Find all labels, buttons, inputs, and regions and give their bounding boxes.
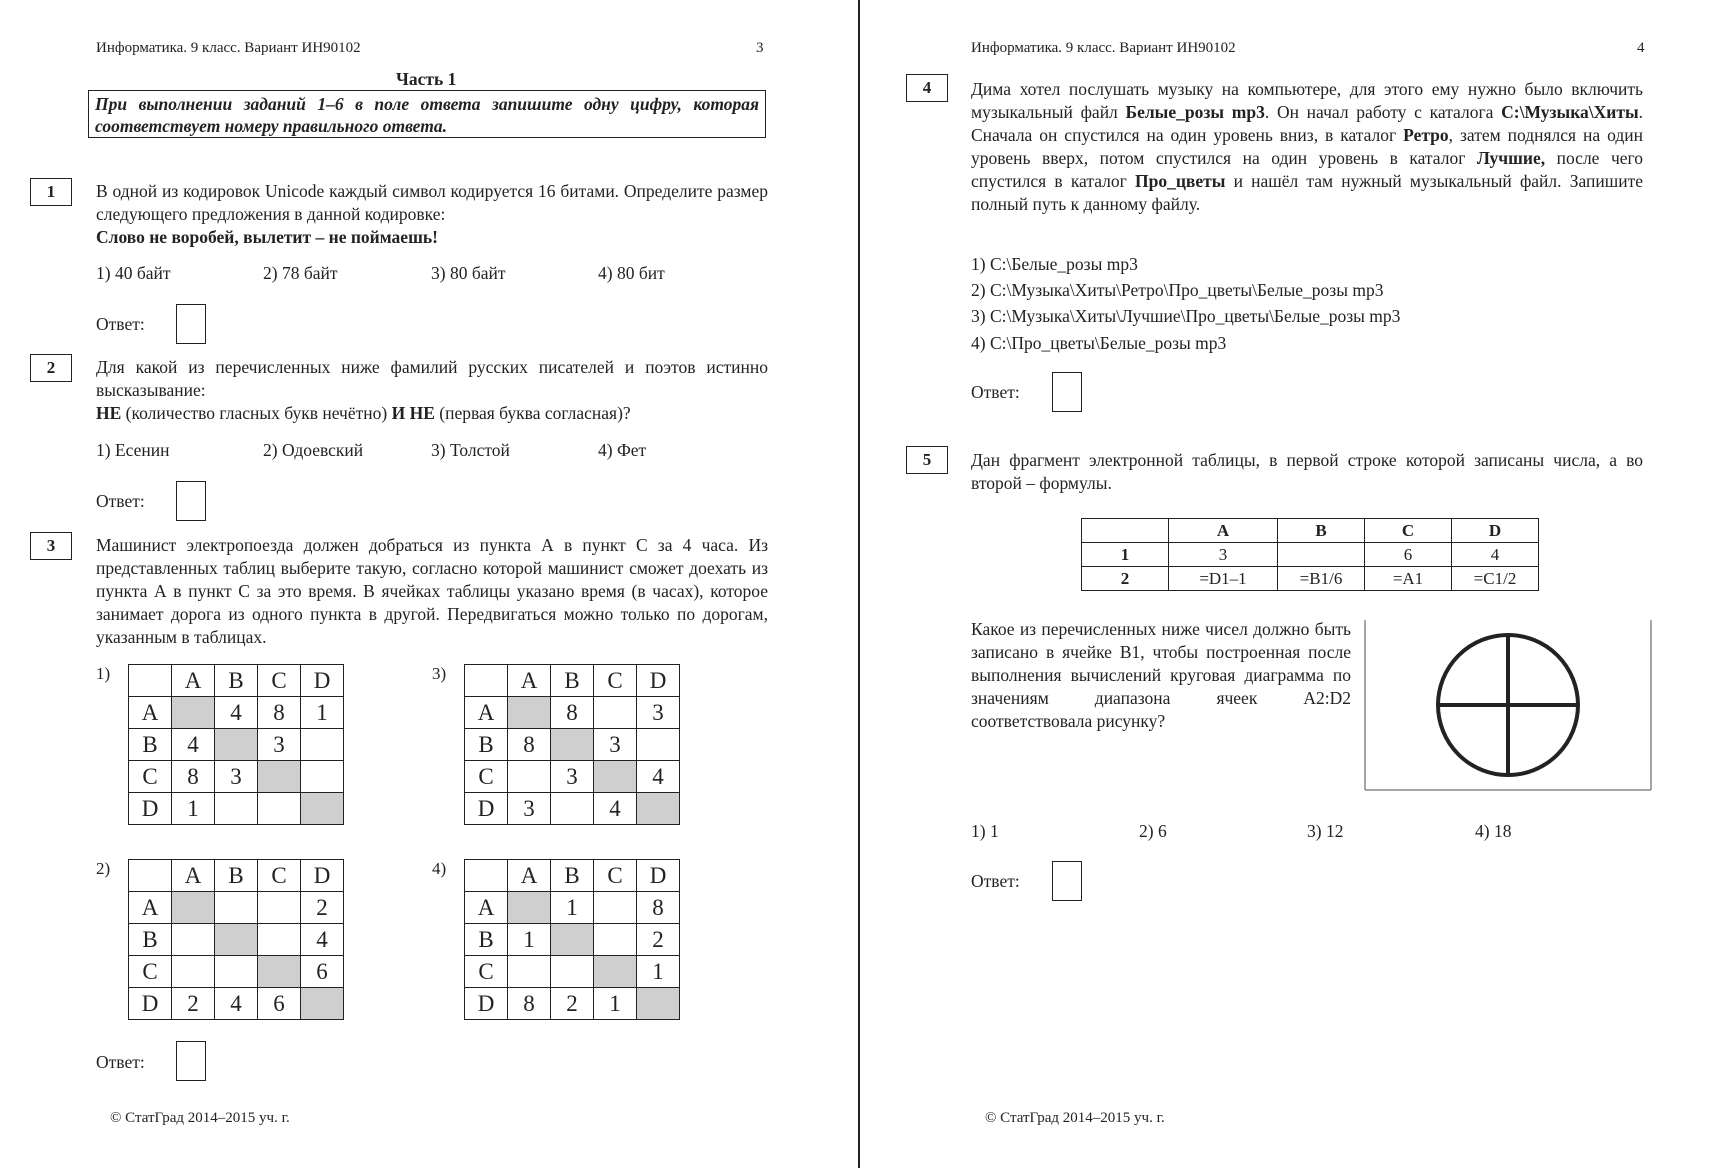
q5-answer-label: Ответ: xyxy=(971,871,1020,891)
question-5-number: 5 xyxy=(906,446,948,474)
grid-row xyxy=(465,729,680,761)
grid-cell xyxy=(301,793,344,825)
right-footer: © СтатГрад 2014–2015 уч. г. xyxy=(985,1110,1165,1126)
q4-flowers: Про_цветы xyxy=(1135,171,1226,191)
grid-cell: 2 xyxy=(301,892,344,924)
grid-cell: 1 xyxy=(172,793,215,825)
q4-best: Лучшие, xyxy=(1476,148,1546,168)
q2-and-ne: И НЕ xyxy=(391,403,435,423)
q1-answer-label: Ответ: xyxy=(96,314,145,334)
grid-row xyxy=(129,729,344,761)
grid-row-header: C xyxy=(129,761,172,793)
q2-option-1: 1) Есенин xyxy=(96,440,170,460)
sheet-col-c: C xyxy=(1365,519,1452,543)
q3-answer-label: Ответ: xyxy=(96,1052,145,1072)
grid-cell xyxy=(551,793,594,825)
grid-row xyxy=(129,956,344,988)
q4-t6: и нашёл там нужный музыкальный файл. Запишите полный путь к данному файлу. xyxy=(971,171,1643,214)
grid-cell xyxy=(551,956,594,988)
grid-cell xyxy=(215,956,258,988)
grid-cell xyxy=(258,924,301,956)
sheet-cell-a2: =D1–1 xyxy=(1169,567,1278,591)
grid-row xyxy=(465,761,680,793)
grid-col-header: B xyxy=(551,665,594,697)
grid-cell: 4 xyxy=(172,729,215,761)
grid-cell: 3 xyxy=(508,793,551,825)
sheet-cell-b2: =B1/6 xyxy=(1278,567,1365,591)
q5-spreadsheet xyxy=(1081,518,1539,591)
grid-cell xyxy=(508,892,551,924)
grid-cell xyxy=(508,761,551,793)
q3-table-3 xyxy=(464,664,680,825)
grid-cell xyxy=(594,892,637,924)
q3-table-2-label: 2) xyxy=(96,859,111,878)
grid-header-row xyxy=(129,665,344,697)
left-header: Информатика. 9 класс. Вариант ИН90102 xyxy=(96,40,361,56)
q2-text: Для какой из перечисленных ниже фамилий русских писателей и поэтов истинно высказывание: xyxy=(96,357,768,400)
q2-ne: НЕ xyxy=(96,403,122,423)
grid-cell xyxy=(594,924,637,956)
q2-cond-2: (первая буква согласная)? xyxy=(434,403,631,423)
question-4-number: 4 xyxy=(906,74,948,102)
grid-row xyxy=(465,793,680,825)
q1-option-3: 3) 80 байт xyxy=(431,263,506,283)
q1-sentence: Слово не воробей, вылетит – не поймаешь! xyxy=(96,227,438,247)
grid-col-header: C xyxy=(594,665,637,697)
grid-cell xyxy=(172,956,215,988)
grid-col-header: B xyxy=(215,665,258,697)
grid-cell: 4 xyxy=(637,761,680,793)
grid-col-header: B xyxy=(215,860,258,892)
grid-row xyxy=(465,892,680,924)
grid-col-header: C xyxy=(258,860,301,892)
grid-cell xyxy=(172,892,215,924)
right-header: Информатика. 9 класс. Вариант ИН90102 xyxy=(971,40,1236,56)
grid-row xyxy=(465,956,680,988)
grid-cell: 1 xyxy=(508,924,551,956)
left-footer: © СтатГрад 2014–2015 уч. г. xyxy=(110,1110,290,1126)
q4-option-4: 4) С:\Про_цветы\Белые_розы mp3 xyxy=(971,333,1227,353)
q1-option-4: 4) 80 бит xyxy=(598,263,665,283)
q5-option-3: 3) 12 xyxy=(1307,821,1344,841)
q4-option-2: 2) С:\Музыка\Хиты\Ретро\Про_цветы\Белые_розы mp3 xyxy=(971,280,1384,300)
q3-table-1 xyxy=(128,664,344,825)
grid-col-header: D xyxy=(301,860,344,892)
grid-row-header: B xyxy=(129,729,172,761)
grid-cell: 3 xyxy=(594,729,637,761)
grid-cell xyxy=(508,697,551,729)
grid-cell: 4 xyxy=(594,793,637,825)
grid-cell xyxy=(508,956,551,988)
grid-col-header: D xyxy=(301,665,344,697)
grid-cell: 3 xyxy=(258,729,301,761)
grid-col-header: A xyxy=(172,665,215,697)
grid-row-header: C xyxy=(465,956,508,988)
grid-cell xyxy=(258,892,301,924)
grid-cell: 3 xyxy=(637,697,680,729)
sheet-col-a: A xyxy=(1169,519,1278,543)
grid-cell: 8 xyxy=(637,892,680,924)
grid-col-header: D xyxy=(637,665,680,697)
grid-row xyxy=(465,988,680,1020)
right-page-number: 4 xyxy=(1637,40,1645,56)
left-page-number: 3 xyxy=(756,40,764,56)
q5-question: Какое из перечисленных ниже чисел должно быть записано в ячейке В1, чтобы построенная после выполнения вычислений круговая диаграмма по значениям диапазона ячеек А2:D2 соответствовала рисунку? xyxy=(971,619,1351,731)
grid-col-header: A xyxy=(172,860,215,892)
grid-row xyxy=(129,697,344,729)
q1-option-2: 2) 78 байт xyxy=(263,263,338,283)
q4-answer-box[interactable] xyxy=(1052,372,1082,412)
grid-corner-cell xyxy=(465,860,508,892)
grid-row-header: A xyxy=(465,697,508,729)
grid-row-header: D xyxy=(465,793,508,825)
grid-col-header: B xyxy=(551,860,594,892)
sheet-cell-d2: =C1/2 xyxy=(1452,567,1539,591)
q2-option-2: 2) Одоевский xyxy=(263,440,364,460)
question-5-text: Дан фрагмент электронной таблицы, в первой строке которой записаны числа, а во второй – формулы. xyxy=(971,450,1643,493)
question-3-number: 3 xyxy=(30,532,72,560)
grid-cell xyxy=(301,761,344,793)
q4-t3: . Сначала он спустился на один уровень вниз, в каталог xyxy=(971,102,1644,145)
q1-text: В одной из кодировок Unicode каждый символ кодируется 16 битами. Определите размер следующего предложения в данной кодировке: xyxy=(96,181,768,224)
grid-corner-cell xyxy=(129,665,172,697)
sheet-row-1-header: 1 xyxy=(1082,543,1169,567)
grid-cell xyxy=(637,988,680,1020)
grid-cell xyxy=(258,761,301,793)
grid-cell xyxy=(172,697,215,729)
grid-row-header: C xyxy=(129,956,172,988)
grid-cell xyxy=(258,956,301,988)
q4-answer-label: Ответ: xyxy=(971,382,1020,402)
sheet-cell-d1: 4 xyxy=(1452,543,1539,567)
question-3-text: Машинист электропоезда должен добраться из пункта А в пункт С за 4 часа. Из представленных таблиц выберите такую, согласно которой машинист сможет доехать из пункта А в пункт С за это время. В ячейках таблицы указано время (в часах), которое занимает дорога из одного пункта в другой. Передвигаться можно только по дорогам, указанным в таблицах. xyxy=(96,535,768,647)
question-2-number: 2 xyxy=(30,354,72,382)
grid-cell: 2 xyxy=(551,988,594,1020)
grid-cell xyxy=(594,697,637,729)
grid-cell xyxy=(301,988,344,1020)
grid-cell: 1 xyxy=(301,697,344,729)
grid-col-header: C xyxy=(258,665,301,697)
grid-cell: 4 xyxy=(215,988,258,1020)
grid-row-header: A xyxy=(129,697,172,729)
grid-cell xyxy=(637,729,680,761)
q3-table-1-label: 1) xyxy=(96,664,111,683)
q2-answer-label: Ответ: xyxy=(96,491,145,511)
grid-cell xyxy=(215,892,258,924)
q4-start: С:\Музыка\Хиты xyxy=(1501,102,1639,122)
question-1-number: 1 xyxy=(30,178,72,206)
grid-row-header: B xyxy=(465,924,508,956)
grid-cell xyxy=(551,729,594,761)
sheet-cell-c2: =A1 xyxy=(1365,567,1452,591)
grid-header-row xyxy=(129,860,344,892)
q4-t1: Дима хотел послушать музыку на компьютере, для этого ему нужно было включить музыкальный файл xyxy=(971,79,1643,122)
grid-cell: 4 xyxy=(301,924,344,956)
grid-corner-cell xyxy=(465,665,508,697)
q5-pie-diagram xyxy=(1363,620,1653,792)
grid-row-header: B xyxy=(129,924,172,956)
grid-row xyxy=(465,697,680,729)
sheet-col-b: B xyxy=(1278,519,1365,543)
grid-cell: 2 xyxy=(637,924,680,956)
grid-cell: 1 xyxy=(594,988,637,1020)
instruction-box: При выполнении заданий 1–6 в поле ответа запишите одну цифру, которая соответствует номеру правильного ответа. xyxy=(88,90,766,138)
q4-option-1: 1) С:\Белые_розы mp3 xyxy=(971,254,1138,274)
q3-answer-box[interactable] xyxy=(176,1041,206,1081)
q3-table-2 xyxy=(128,859,344,1020)
grid-row-header: A xyxy=(129,892,172,924)
sheet-row-2-header: 2 xyxy=(1082,567,1169,591)
question-4-text xyxy=(971,78,1643,216)
grid-cell: 8 xyxy=(508,729,551,761)
grid-row-header: C xyxy=(465,761,508,793)
grid-cell: 8 xyxy=(258,697,301,729)
grid-cell xyxy=(594,761,637,793)
grid-row xyxy=(129,793,344,825)
q4-file: Белые_розы mp3 xyxy=(1125,102,1265,122)
sheet-cell-b1 xyxy=(1278,543,1365,567)
q1-option-1: 1) 40 байт xyxy=(96,263,171,283)
part-title: Часть 1 xyxy=(396,69,457,89)
q4-t4: , затем поднялся на один уровень вверх, потом спустился на один уровень в каталог xyxy=(971,125,1643,168)
grid-cell: 4 xyxy=(215,697,258,729)
grid-cell xyxy=(172,924,215,956)
q4-retro: Ретро xyxy=(1403,125,1449,145)
grid-cell: 2 xyxy=(172,988,215,1020)
grid-corner-cell xyxy=(129,860,172,892)
grid-cell xyxy=(301,729,344,761)
grid-cell xyxy=(551,924,594,956)
grid-col-header: A xyxy=(508,860,551,892)
grid-cell: 8 xyxy=(551,697,594,729)
grid-row-header: D xyxy=(129,988,172,1020)
grid-col-header: C xyxy=(594,860,637,892)
q4-t2: . Он начал работу с каталога xyxy=(1264,102,1502,122)
grid-row xyxy=(129,988,344,1020)
grid-row xyxy=(465,924,680,956)
grid-cell xyxy=(215,729,258,761)
page-divider xyxy=(858,0,860,1168)
grid-cell: 3 xyxy=(215,761,258,793)
grid-row-header: B xyxy=(465,729,508,761)
q4-t5: после чего спустился в каталог xyxy=(971,148,1644,191)
grid-cell: 6 xyxy=(258,988,301,1020)
sheet-corner xyxy=(1082,519,1169,543)
grid-cell: 1 xyxy=(637,956,680,988)
grid-header-row xyxy=(465,665,680,697)
q2-answer-box[interactable] xyxy=(176,481,206,521)
grid-cell: 8 xyxy=(508,988,551,1020)
grid-row xyxy=(129,761,344,793)
grid-cell: 1 xyxy=(551,892,594,924)
grid-cell xyxy=(594,956,637,988)
grid-row-header: A xyxy=(465,892,508,924)
grid-cell xyxy=(637,793,680,825)
grid-col-header: D xyxy=(637,860,680,892)
sheet-cell-c1: 6 xyxy=(1365,543,1452,567)
grid-row xyxy=(129,924,344,956)
grid-col-header: A xyxy=(508,665,551,697)
q3-table-3-label: 3) xyxy=(432,664,447,683)
q3-table-4 xyxy=(464,859,680,1020)
question-2-text xyxy=(96,356,768,425)
grid-row xyxy=(129,892,344,924)
q2-option-3: 3) Толстой xyxy=(431,440,510,460)
grid-cell xyxy=(258,793,301,825)
grid-cell xyxy=(215,924,258,956)
grid-cell: 8 xyxy=(172,761,215,793)
grid-header-row xyxy=(465,860,680,892)
question-1-text xyxy=(96,180,768,249)
q2-cond-1: (количество гласных букв нечётно) xyxy=(121,403,392,423)
grid-cell: 6 xyxy=(301,956,344,988)
q5-option-4: 4) 18 xyxy=(1475,821,1512,841)
sheet-col-d: D xyxy=(1452,519,1539,543)
q3-table-4-label: 4) xyxy=(432,859,447,878)
grid-row-header: D xyxy=(465,988,508,1020)
q5-answer-box[interactable] xyxy=(1052,861,1082,901)
q2-option-4: 4) Фет xyxy=(598,440,647,460)
grid-cell: 3 xyxy=(551,761,594,793)
q5-option-1: 1) 1 xyxy=(971,821,999,841)
q1-answer-box[interactable] xyxy=(176,304,206,344)
grid-cell xyxy=(215,793,258,825)
sheet-cell-a1: 3 xyxy=(1169,543,1278,567)
q4-option-3: 3) С:\Музыка\Хиты\Лучшие\Про_цветы\Белые_розы mp3 xyxy=(971,306,1401,326)
q5-option-2: 2) 6 xyxy=(1139,821,1167,841)
grid-row-header: D xyxy=(129,793,172,825)
